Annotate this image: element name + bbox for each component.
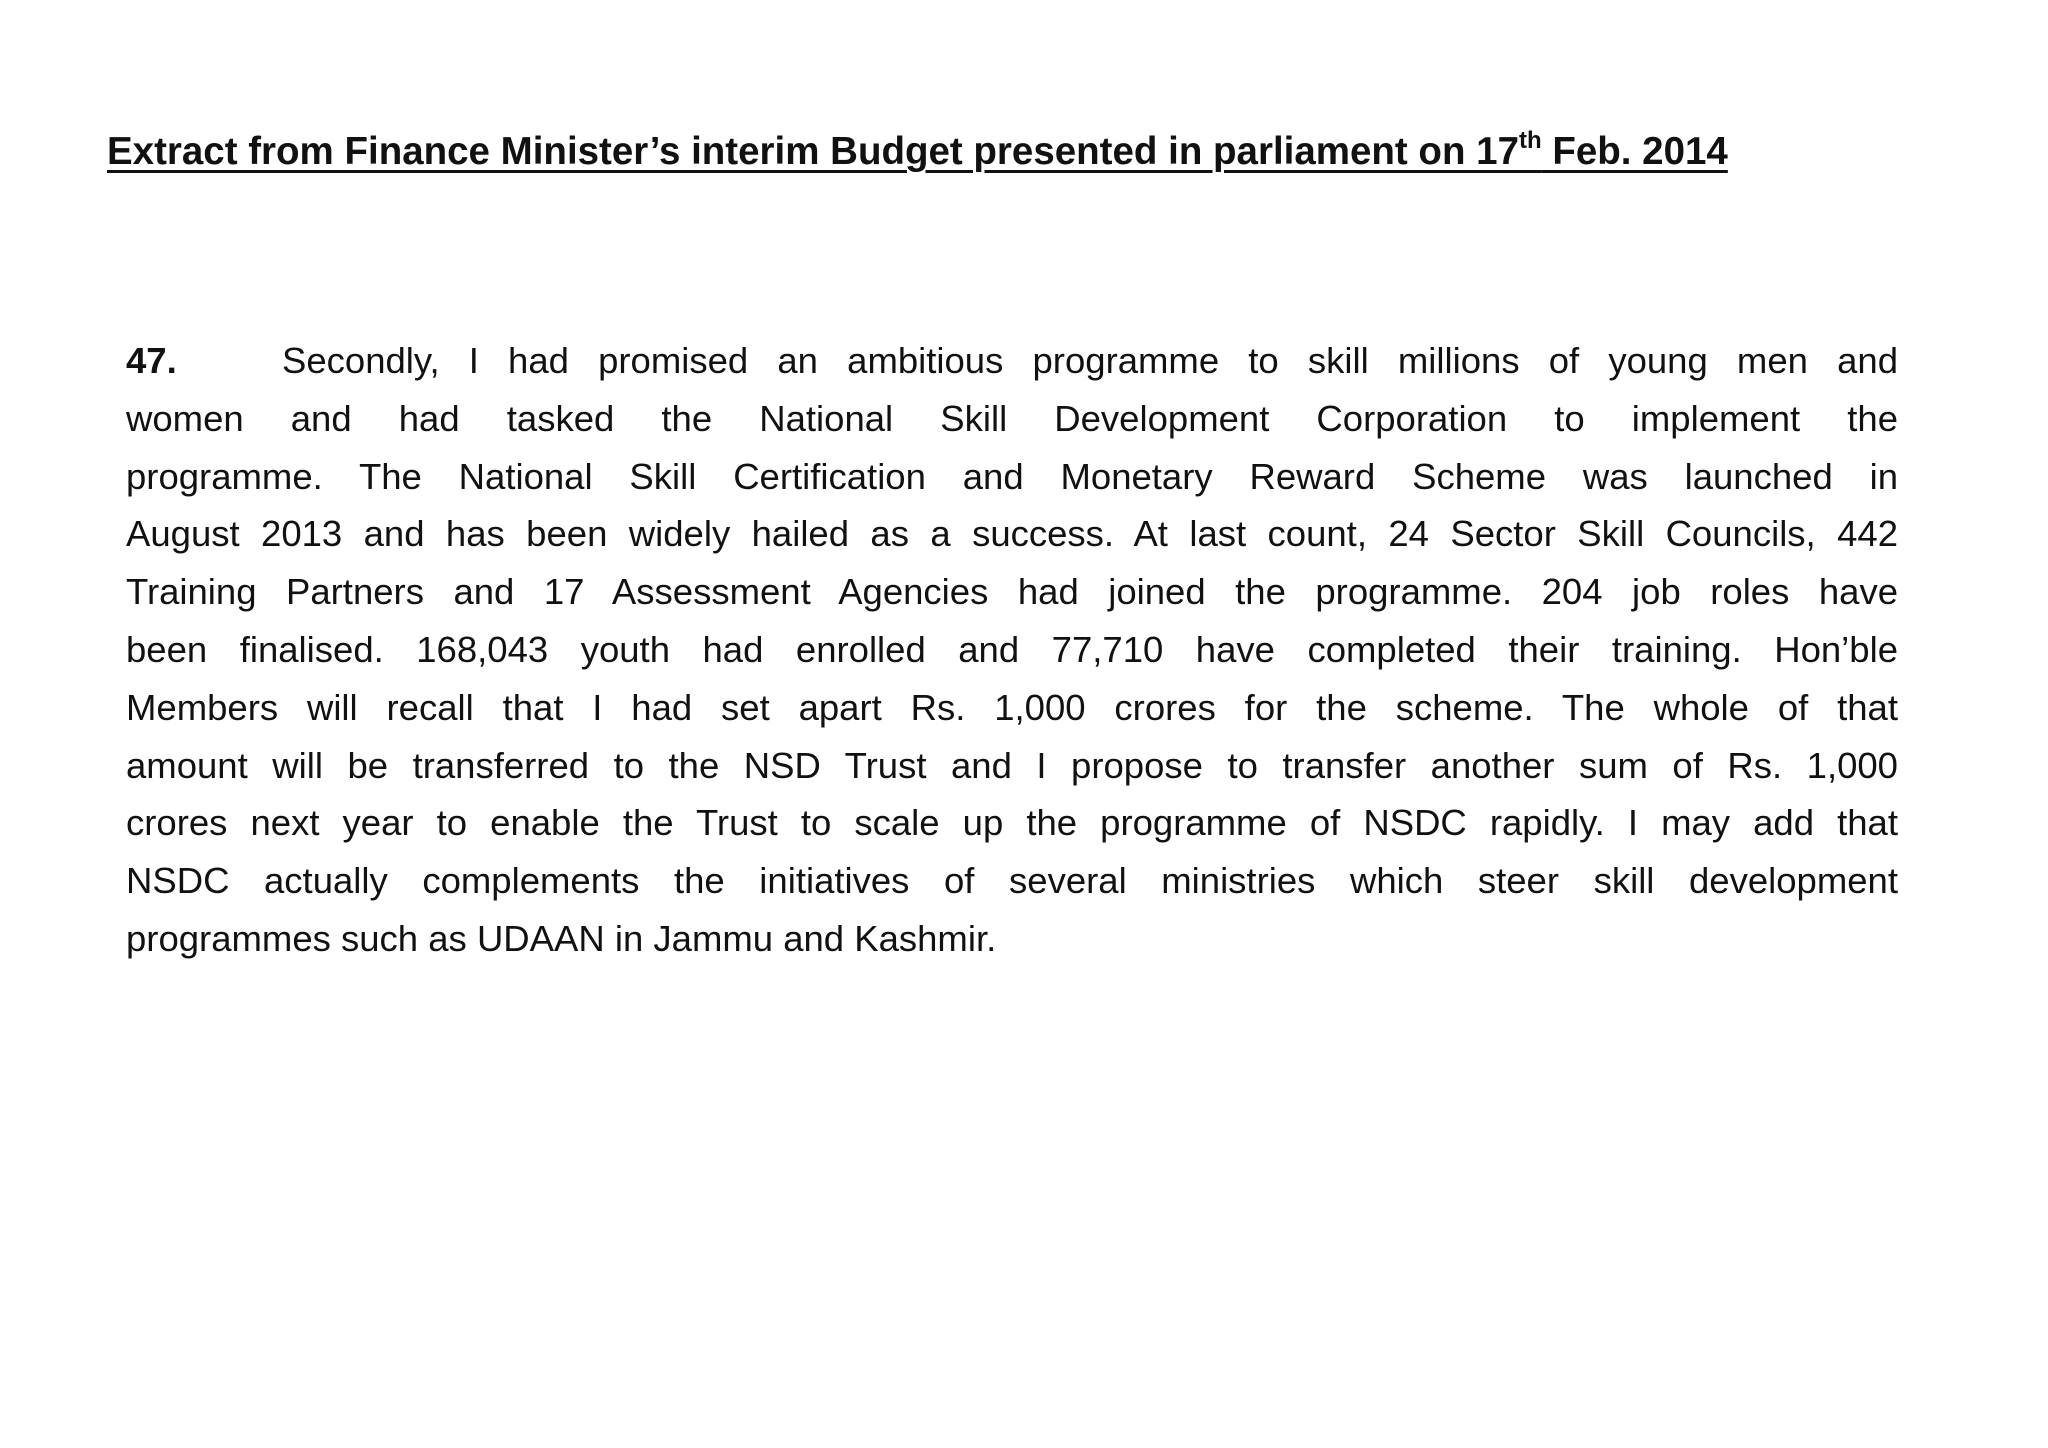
paragraph-line: women and had tasked the National Skill Development Corporation to implement the bbox=[126, 397, 1898, 439]
paragraph-47 bbox=[126, 332, 1898, 968]
title-superscript: th bbox=[1518, 127, 1542, 155]
paragraph-line: been finalised. 168,043 youth had enrolled and 77,710 have completed their training. Hon’ble bbox=[126, 628, 1898, 670]
paragraph-line: Members will recall that I had set apart Rs. 1,000 crores for the scheme. The whole of that bbox=[126, 686, 1898, 728]
paragraph-line: crores next year to enable the Trust to scale up the programme of NSDC rapidly. I may add that bbox=[126, 802, 1898, 844]
title-main-text: Extract from Finance Minister’s interim Budget presented in parliament on 17 bbox=[107, 130, 1519, 173]
paragraph-line: programme. The National Skill Certification and Monetary Reward Scheme was launched in bbox=[126, 455, 1898, 497]
paragraph-line: NSDC actually complements the initiatives of several ministries which steer skill development bbox=[126, 860, 1898, 902]
paragraph-line bbox=[126, 332, 1898, 390]
document-title bbox=[107, 122, 1907, 182]
paragraph-line: programmes such as UDAAN in Jammu and Kashmir. bbox=[126, 917, 997, 959]
paragraph-line: Training Partners and 17 Assessment Agencies had joined the programme. 204 job roles have bbox=[126, 571, 1898, 613]
paragraph-number: 47. bbox=[126, 340, 177, 381]
paragraph-line: amount will be transferred to the NSD Trust and I propose to transfer another sum of Rs. 1,000 bbox=[126, 744, 1898, 786]
paragraph-line-text: Secondly, I had promised an ambitious programme to skill millions of young men and bbox=[282, 340, 1898, 381]
paragraph-line: August 2013 and has been widely hailed as a success. At last count, 24 Sector Skill Councils, 442 bbox=[126, 513, 1898, 555]
title-end-text: Feb. 2014 bbox=[1541, 130, 1728, 173]
